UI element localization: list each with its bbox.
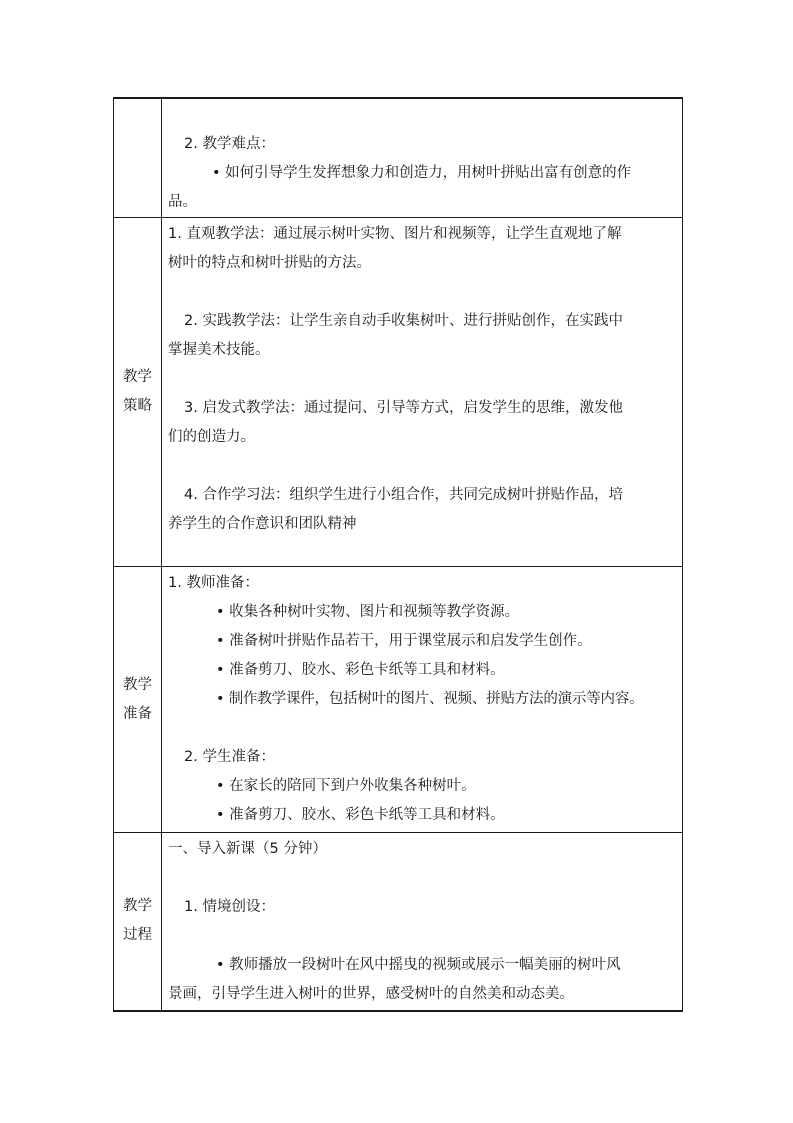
prep-student-item-1: • 在家长的陪同下到户外收集各种树叶。 <box>216 778 476 794</box>
strategy-item-2-cont: 掌握美术技能。 <box>168 342 270 358</box>
prep-teacher-item-3: • 准备剪刀、胶水、彩色卡纸等工具和材料。 <box>216 662 505 678</box>
prep-student-item-2: • 准备剪刀、胶水、彩色卡纸等工具和材料。 <box>216 807 505 823</box>
prep-teacher-item-1: • 收集各种树叶实物、图片和视频等教学资源。 <box>216 604 520 620</box>
prep-teacher-item-2: • 准备树叶拼贴作品若干，用于课堂展示和启发学生创作。 <box>216 633 592 649</box>
row-label-process: 教学过程 <box>114 833 162 1011</box>
prep-teacher-item-4: • 制作教学课件，包括树叶的图片、视频、拼贴方法的演示等内容。 <box>216 691 644 707</box>
table-row-strategy <box>114 218 683 567</box>
process-section-heading: 一、导入新课（5 分钟） <box>168 841 327 857</box>
strategy-item-4: 4. 合作学习法：组织学生进行小组合作，共同完成树叶拼贴作品，培 <box>184 487 623 503</box>
difficulty-bullet-cont: 品。 <box>168 194 197 210</box>
row-content-difficulty <box>162 98 683 218</box>
difficulty-heading: 2. 教学难点： <box>184 136 275 152</box>
row-label-strategy: 教学策略 <box>114 218 162 567</box>
process-step-bullet: • 教师播放一段树叶在风中摇曳的视频或展示一幅美丽的树叶风 <box>216 957 621 973</box>
strategy-item-3: 3. 启发式教学法：通过提问、引导等方式，启发学生的思维，激发他 <box>184 400 623 416</box>
row-label-preparation: 教学准备 <box>114 567 162 833</box>
row-content-preparation <box>162 567 683 833</box>
prep-student-heading: 2. 学生准备： <box>184 749 275 765</box>
process-step-bullet-cont: 景画，引导学生进入树叶的世界，感受树叶的自然美和动态美。 <box>168 986 574 1002</box>
row-content-strategy <box>162 218 683 567</box>
strategy-item-3-cont: 们的创造力。 <box>168 429 255 445</box>
strategy-item-2: 2. 实践教学法：让学生亲自动手收集树叶、进行拼贴创作，在实践中 <box>184 313 623 329</box>
process-step-heading: 1. 情境创设： <box>184 899 275 915</box>
table-row-process <box>114 833 683 1011</box>
strategy-item-1: 1. 直观教学法：通过展示树叶实物、图片和视频等，让学生直观地了解 <box>168 226 622 242</box>
prep-teacher-heading: 1. 教师准备： <box>168 575 259 591</box>
table-row-preparation <box>114 567 683 833</box>
strategy-item-4-cont: 养学生的合作意识和团队精神 <box>168 516 357 532</box>
row-label-empty <box>114 98 162 218</box>
table-row-difficulty <box>114 98 683 218</box>
row-content-process <box>162 833 683 1011</box>
difficulty-bullet: • 如何引导学生发挥想象力和创造力，用树叶拼贴出富有创意的作 <box>212 165 632 181</box>
strategy-item-1-cont: 树叶的特点和树叶拼贴的方法。 <box>168 255 371 271</box>
lesson-plan-table <box>113 97 683 1012</box>
